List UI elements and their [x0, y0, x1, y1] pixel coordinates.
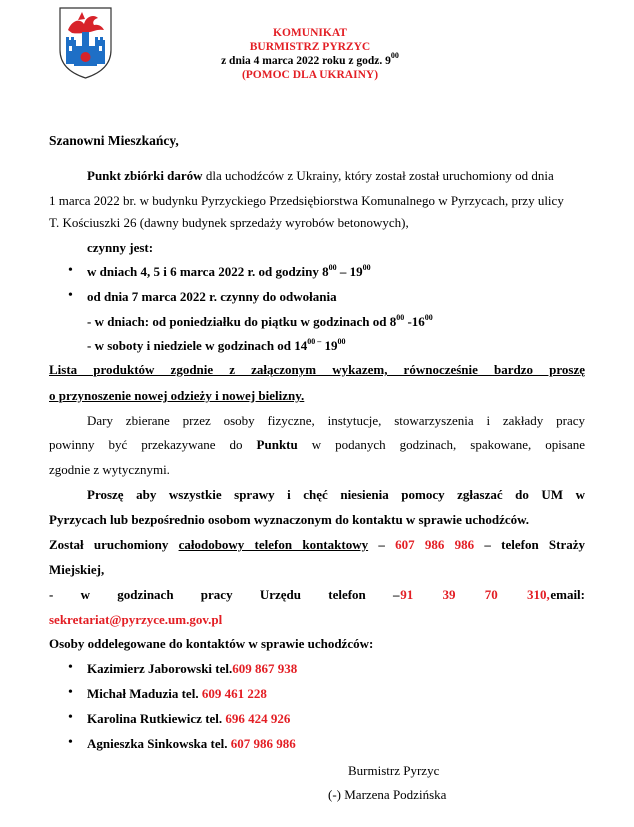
hours-sub-2: - w soboty i niedziele w godzinach od $14^{00 -}$ $19^{00}$ — [87, 337, 346, 353]
bullet-icon: • — [68, 263, 73, 278]
p3-line5: - w godzinach pracy Urzędu telefon – 91 39 70 310, email: — [49, 587, 585, 602]
bullet-icon: • — [68, 710, 73, 725]
p3-line2: Pyrzycach lub bezpośrednio osobom wyznaczonym do kontaktu w sprawie uchodźców. — [49, 512, 530, 527]
p3-line1: Proszę aby wszystkie sprawy i chęć niesienia pomocy zgłaszać do UM w — [87, 487, 585, 502]
signature-role: Burmistrz Pyrzyc — [348, 763, 440, 778]
p3-line3: Został uruchomiony całodobowy telefon kontaktowy – 607 986 986 – telefon Straży — [49, 537, 586, 552]
p1-line3: T. Kościuszki 26 (dawny budynek sprzedaży wyrobów betonowych), — [49, 215, 409, 230]
list-note-line1: Lista produktów zgodnie z załączonym wykazem, równocześnie bardzo proszę — [49, 362, 585, 377]
contacts-label: Osoby oddelegowane do kontaktów w sprawie uchodźców: — [49, 636, 374, 651]
header-title: KOMUNIKAT — [273, 27, 347, 39]
hours-sub-1: - w dniach: od poniedziałku do piątku w godzinach od $8^{00}$ $-16^{00}$ — [87, 313, 433, 329]
contact-item: Karolina Rutkiewicz tel. 696 424 926 — [87, 711, 291, 726]
header-date: z dnia 4 marca 2022 roku z godz. $9^{00}$ — [221, 51, 399, 67]
p2-line3: zgodnie z wytycznymi. — [49, 462, 170, 477]
header-subtitle: (POMOC DLA UKRAINY) — [241, 69, 379, 81]
contact-item: Kazimierz Jaborowski tel.609 867 938 — [87, 661, 298, 676]
p1-line1: Punkt zbiórki darów dla uchodźców z Ukrainy, który został został uruchomiony od dnia — [87, 168, 554, 183]
email-link[interactable]: sekretariat@pyrzyce.um.gov.pl — [49, 612, 223, 627]
bullet-icon: • — [68, 735, 73, 750]
contact-item: Agnieszka Sinkowska tel. 607 986 986 — [87, 736, 296, 751]
coat-of-arms-icon — [58, 6, 113, 80]
hours-bullet-1: w dniach 4, 5 i 6 marca 2022 r. od godziny $8^{00} - 19^{00}$ — [87, 263, 371, 279]
p3-line4: Miejskiej, — [49, 562, 105, 577]
contact-item: Michał Maduzia tel. 609 461 228 — [87, 686, 267, 701]
list-note-line2: o przynoszenie nowej odzieży i nowej bielizny. — [49, 388, 305, 403]
header-author: BURMISTRZ PYRZYC — [249, 41, 371, 53]
bullet-icon: • — [68, 660, 73, 675]
p2-line1: Dary zbierane przez osoby fizyczne, instytucje, stowarzyszenia i zakłady pracy — [87, 413, 585, 428]
bullet-icon: • — [68, 288, 73, 303]
hours-bullet-2: od dnia 7 marca 2022 r. czynny do odwołania — [87, 289, 337, 304]
p1-line2: 1 marca 2022 br. w budynku Pyrzyckiego Przedsiębiorstwa Komunalnego w Pyrzycach, przy ulicy — [49, 193, 564, 208]
p2-line2: powinny być przekazywane do Punktu w podanych godzinach, spakowane, opisane — [49, 437, 585, 452]
bullet-icon: • — [68, 685, 73, 700]
greeting: Szanowni Mieszkańcy, — [49, 133, 179, 148]
signature-name: (-) Marzena Podzińska — [328, 787, 447, 802]
coat-of-arms — [58, 6, 113, 80]
open-label: czynny jest: — [87, 240, 154, 255]
